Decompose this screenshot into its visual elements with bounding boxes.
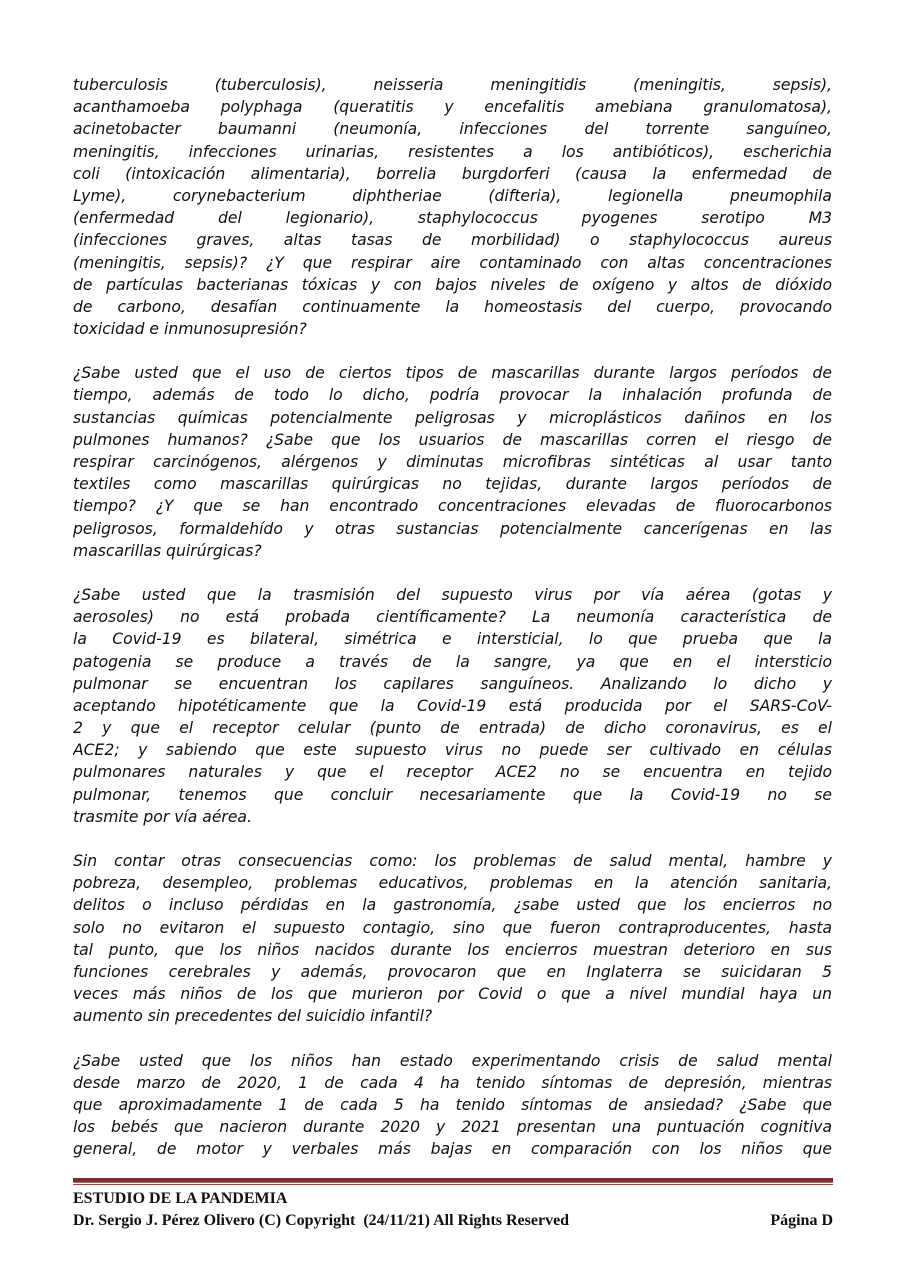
page-number: Página D (770, 1212, 833, 1229)
text-line: mascarillas quirúrgicas? (73, 541, 262, 560)
text-line: ¿Sabe usted que la trasmisión del supuesto virus por vía aérea (gotas y (73, 585, 832, 604)
footer-line (73, 1212, 833, 1230)
text-line: textiles como mascarillas quirúrgicas no tejidas, durante largos períodos de (73, 475, 832, 494)
text-line: coli (intoxicación alimentaria), borrelia burgdorferi (causa la enfermedad de (73, 164, 832, 183)
text-line: delitos o incluso pérdidas en la gastronomía, ¿sabe usted que los encierros no (73, 896, 832, 915)
paragraph (73, 850, 832, 1028)
text-line: peligrosos, formaldehído y otras sustancias potencialmente cancerígenas en las (73, 519, 832, 538)
text-line: acanthamoeba polyphaga (queratitis y encefalitis amebiana granulomatosa), (73, 98, 832, 117)
text-line: de carbono, desafían continuamente la homeostasis del cuerpo, provocando (73, 297, 832, 316)
text-line: patogenia se produce a través de la sangre, ya que en el intersticio (73, 652, 832, 671)
text-line: veces más niños de los que murieron por Covid o que a nivel mundial haya un (73, 985, 832, 1004)
text-line: los bebés que nacieron durante 2020 y 2021 presentan una puntuación cognitiva (73, 1118, 832, 1137)
text-line: aumento sin precedentes del suicidio infantil? (73, 1007, 433, 1026)
text-line: 2 y que el receptor celular (punto de entrada) de dicho coronavirus, es el (73, 719, 832, 738)
footer-divider-thin (73, 1184, 833, 1185)
text-line: tiempo? ¿Y que se han encontrado concentraciones elevadas de fluorocarbonos (73, 497, 832, 516)
text-line: pulmones humanos? ¿Sabe que los usuarios de mascarillas corren el riesgo de (73, 430, 832, 449)
text-line: aceptando hipotéticamente que la Covid-19 está producida por el SARS-CoV- (73, 696, 832, 715)
text-line: meningitis, infecciones urinarias, resistentes a los antibióticos), escherichia (73, 142, 832, 161)
footer-divider (73, 1178, 833, 1183)
text-line: tal punto, que los niños nacidos durante los encierros muestran deterioro en sus (73, 940, 832, 959)
text-line: Sin contar otras consecuencias como: los problemas de salud mental, hambre y (73, 852, 832, 870)
text-line: toxicidad e inmunosupresión? (73, 320, 307, 339)
text-line: respirar carcinógenos, alérgenos y diminutas microfibras sintéticas al usar tanto (73, 453, 832, 471)
text-line: tuberculosis (tuberculosis), neisseria meningitidis (meningitis, sepsis), (73, 76, 832, 94)
text-line: (infecciones graves, altas tasas de morbilidad) o staphylococcus aureus (73, 231, 832, 250)
document-body (73, 74, 832, 1182)
text-line: aerosoles) no está probada científicamente? La neumonía característica de (73, 608, 832, 627)
paragraph (73, 362, 832, 562)
text-line: que aproximadamente 1 de cada 5 ha tenido síntomas de ansiedad? ¿Sabe que (73, 1095, 832, 1114)
text-line: la Covid-19 es bilateral, simétrica e intersticial, lo que prueba que la (73, 630, 832, 649)
footer-copyright: Dr. Sergio J. Pérez Olivero (C) Copyright (24/11/21) All Rights Reserved (73, 1212, 570, 1229)
text-line: ACE2; y sabiendo que este supuesto virus no puede ser cultivado en células (73, 741, 832, 760)
text-line: funciones cerebrales y además, provocaron que en Inglaterra se suicidaran 5 (73, 962, 832, 981)
text-line: (meningitis, sepsis)? ¿Y que respirar aire contaminado con altas concentraciones (73, 253, 832, 272)
text-line: pulmonares naturales y que el receptor ACE2 no se encuentra en tejido (73, 763, 832, 782)
footer-title: ESTUDIO DE LA PANDEMIA (73, 1190, 288, 1207)
text-line: acinetobacter baumanni (neumonía, infecciones del torrente sanguíneo, (73, 120, 832, 139)
text-line: solo no evitaron el supuesto contagio, sino que fueron contraproducentes, hasta (73, 918, 832, 937)
text-line: Lyme), corynebacterium diphtheriae (difteria), legionella pneumophila (73, 186, 832, 205)
text-line: tiempo, además de todo lo dicho, podría provocar la inhalación profunda de (73, 386, 832, 405)
text-line: pulmonar se encuentran los capilares sanguíneos. Analizando lo dicho y (73, 674, 832, 693)
text-line: trasmite por vía aérea. (73, 807, 252, 826)
text-line: sustancias químicas potencialmente peligrosas y microplásticos dañinos en los (73, 408, 832, 427)
text-line: ¿Sabe usted que el uso de ciertos tipos de mascarillas durante largos períodos de (73, 364, 832, 383)
text-line: de partículas bacterianas tóxicas y con bajos niveles de oxígeno y altos de dióxido (73, 275, 832, 294)
text-line: (enfermedad del legionario), staphylococcus pyogenes serotipo M3 (73, 209, 832, 228)
paragraph (73, 584, 832, 828)
text-line: pobreza, desempleo, problemas educativos, problemas en la atención sanitaria, (73, 874, 832, 893)
text-line: desde marzo de 2020, 1 de cada 4 ha tenido síntomas de depresión, mientras (73, 1073, 832, 1092)
text-line: pulmonar, tenemos que concluir necesariamente que la Covid-19 no se (73, 785, 832, 804)
text-line: ¿Sabe usted que los niños han estado experimentando crisis de salud mental (73, 1051, 832, 1070)
paragraph (73, 1050, 832, 1161)
paragraph (73, 74, 832, 340)
text-line: general, de motor y verbales más bajas en comparación con los niños que (73, 1140, 832, 1159)
